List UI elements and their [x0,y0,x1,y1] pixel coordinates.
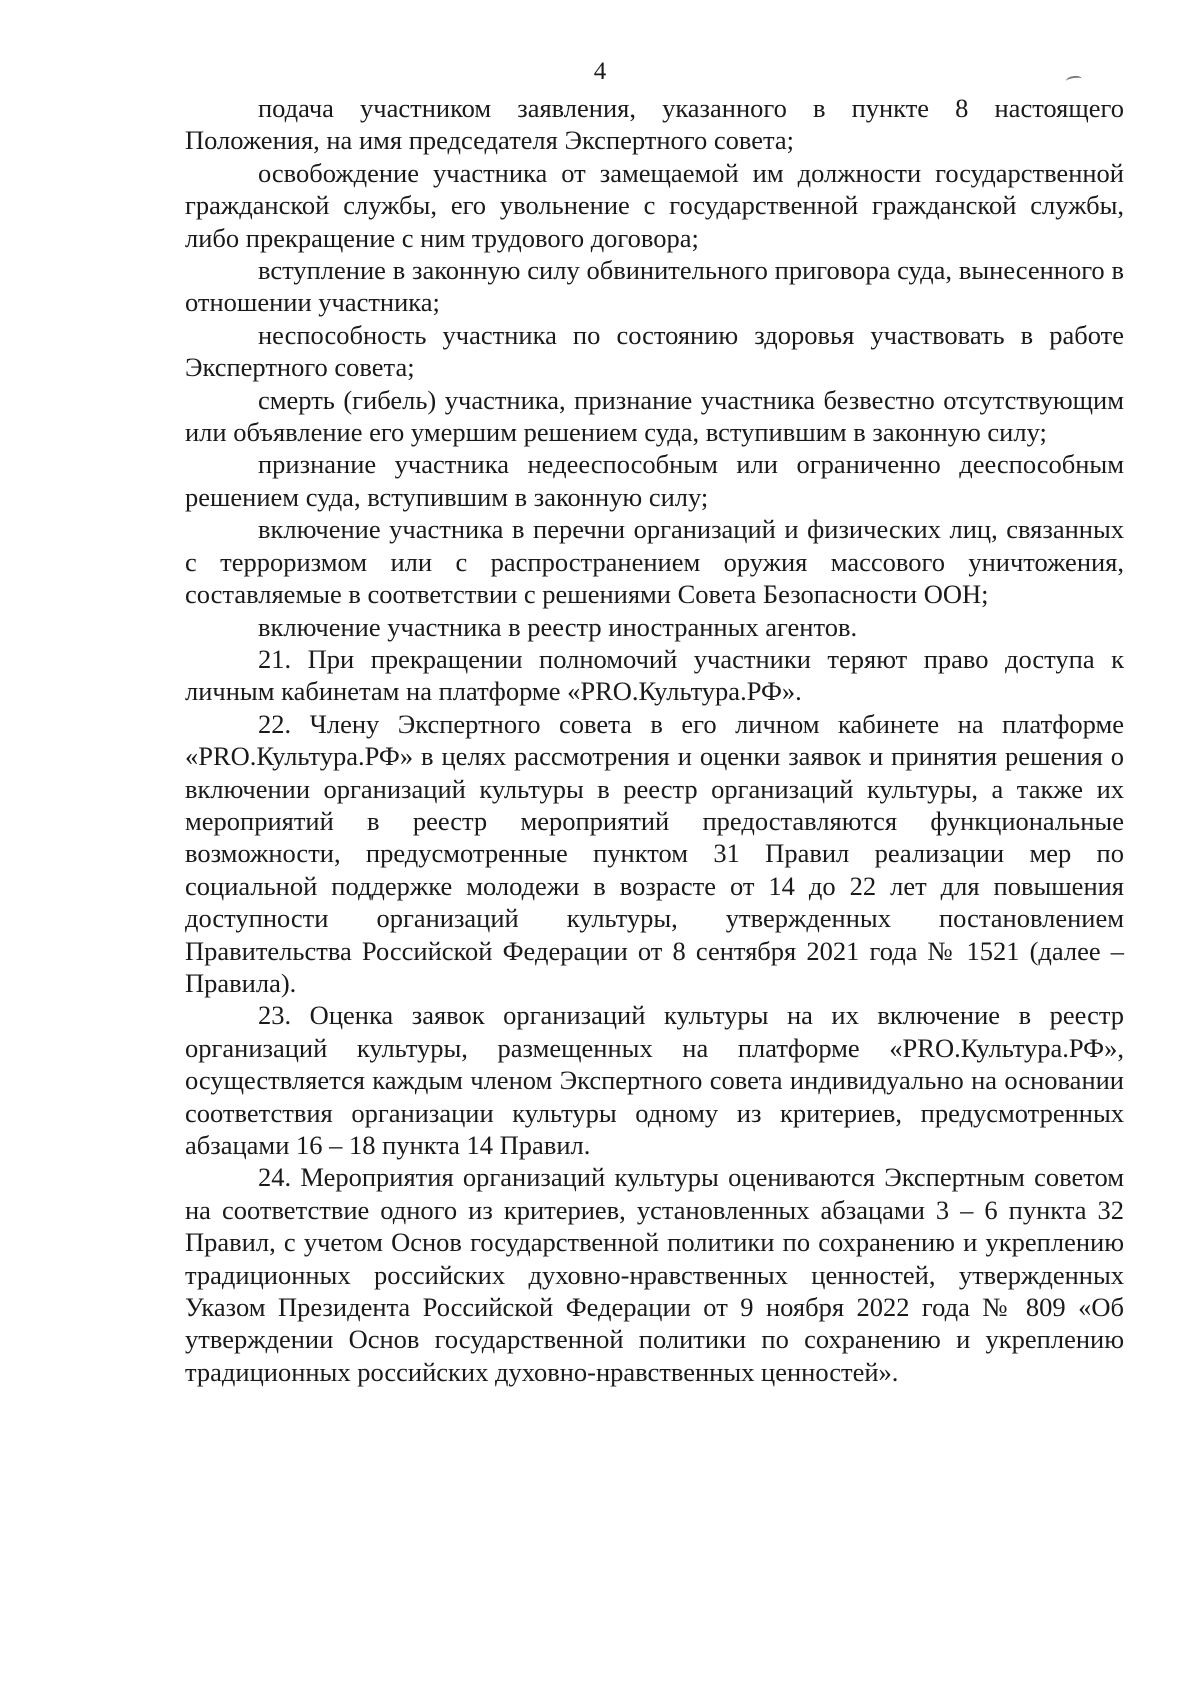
paragraph-item-3: вступление в законную силу обвинительного приговора суда, вынесенного в отношении участника; [185,255,1124,318]
paragraph-item-1: подача участником заявления, указанного в пункте 8 настоящего Положения, на имя председателя Экспертного совета; [185,93,1124,156]
paragraph-item-2: освобождение участника от замещаемой им должности государственной гражданской службы, его увольнение с государственной гражданской службы, либо прекращение с ним трудового договора; [185,157,1124,253]
paragraph-clause-22: 22. Члену Экспертного совета в его личном кабинете на платформе «PRO.Культура.РФ» в целях рассмотрения и оценки заявок и принятия решения о включении организаций культуры в реестр организаций культуры, а также их мероприятий в реестр мероприятий предоставляются функциональные возможности, предусмотренные пунктом 31 Правил реализации мер по социальной поддержке молодежи в возрасте от 14 до 22 лет для повышения доступности организаций культуры, утвержденных постановлением Правительства Российской Федерации от 8 сентября 2021 года № 1521 (далее – Правила). [185,708,1124,998]
paragraph-item-7: включение участника в перечни организаций и физических лиц, связанных с терроризмом или с распространением оружия массового уничтожения, составляемые в соответствии с решениями Совета Безопасности ООН; [185,514,1124,610]
paragraph-clause-24: 24. Мероприятия организаций культуры оцениваются Экспертным советом на соответствие одного из критериев, установленных абзацами 3 – 6 пункта 32 Правил, с учетом Основ государственной политики по сохранению и укреплению традиционных российских духовно-нравственных ценностей, утвержденных Указом Президента Российской Федерации от 9 ноября 2022 года № 809 «Об утверждении Основ государственной политики по сохранению и укреплению традиционных российских духовно-нравственных ценностей». [185,1162,1124,1387]
page-number: 4 [593,58,607,85]
paragraph-clause-23: 23. Оценка заявок организаций культуры на их включение в реестр организаций культуры, размещенных на платформе «PRO.Культура.РФ», осуществляется каждым членом Экспертного совета индивидуально на основании соответствия организации культуры одному из критериев, предусмотренных абзацами 16 – 18 пункта 14 Правил. [185,1000,1124,1160]
paragraph-item-8: включение участника в реестр иностранных агентов. [258,611,858,642]
paragraph-item-4: неспособность участника по состоянию здоровья участвовать в работе Экспертного совета; [185,319,1124,383]
paragraph-item-6: признание участника недееспособным или ограниченно дееспособным решением суда, вступившим в законную силу; [185,449,1124,512]
paragraph-item-5: смерть (гибель) участника, признание участника безвестно отсутствующим или объявление его умершим решением суда, вступившим в законную силу; [185,384,1124,448]
document-body [185,92,1124,1388]
paragraph-clause-21: 21. При прекращении полномочий участники теряют право доступа к личным кабинетам на платформе «PRO.Культура.РФ». [185,643,1124,707]
